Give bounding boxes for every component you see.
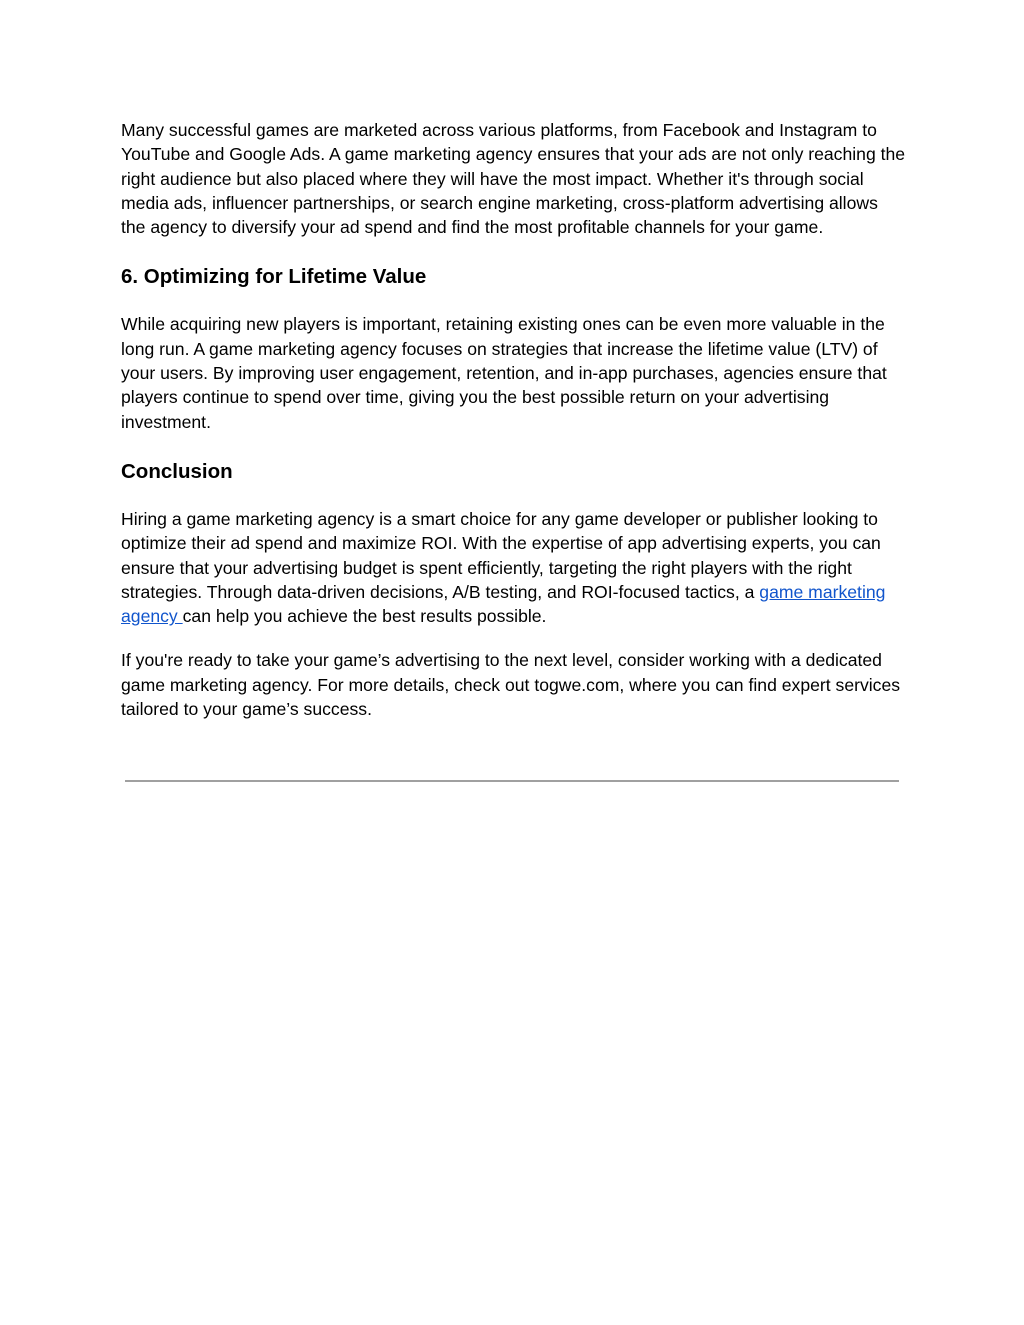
- paragraph-conclusion: [121, 507, 906, 628]
- heading-optimizing-lifetime-value: 6. Optimizing for Lifetime Value: [121, 265, 427, 289]
- paragraph-cross-platform: Many successful games are marketed across various platforms, from Facebook and Instagram to YouTube and Google Ads. A game marketing agency ensures that your ads are not only reaching the right audience but also placed where they will have the most impact. Whether it's through social media ads, influencer partnerships, or search engine marketing, cross-platform advertising allows the agency to diversify your ad spend and find the most profitable channels for your game.: [121, 120, 906, 238]
- conclusion-text-after-link: can help you achieve the best results possible.: [182, 606, 547, 627]
- game-marketing-agency-link[interactable]: game marketing agency: [121, 581, 886, 627]
- document-body: [121, 118, 906, 721]
- conclusion-text-before-link: Hiring a game marketing agency is a smart choice for any game developer or publisher looking to optimize their ad spend and maximize ROI. With the expertise of app advertising experts, you can ensure that your advertising budget is spent efficiently, targeting the right players with the right strategies. Through data-driven decisions, A/B testing, and ROI-focused tactics, a: [121, 508, 881, 602]
- horizontal-divider: [125, 780, 899, 782]
- paragraph-closing: If you're ready to take your game’s advertising to the next level, consider working with a dedicated game marketing agency. For more details, check out togwe.com, where you can find expert services tailored to your game’s success.: [121, 650, 901, 720]
- heading-conclusion: Conclusion: [121, 459, 233, 483]
- paragraph-lifetime-value: While acquiring new players is important, retaining existing ones can be even more valuable in the long run. A game marketing agency focuses on strategies that increase the lifetime value (LTV) of your users. By improving user engagement, retention, and in-app purchases, agencies ensure that players continue to spend over time, giving you the best possible return on your advertising investment.: [121, 314, 887, 432]
